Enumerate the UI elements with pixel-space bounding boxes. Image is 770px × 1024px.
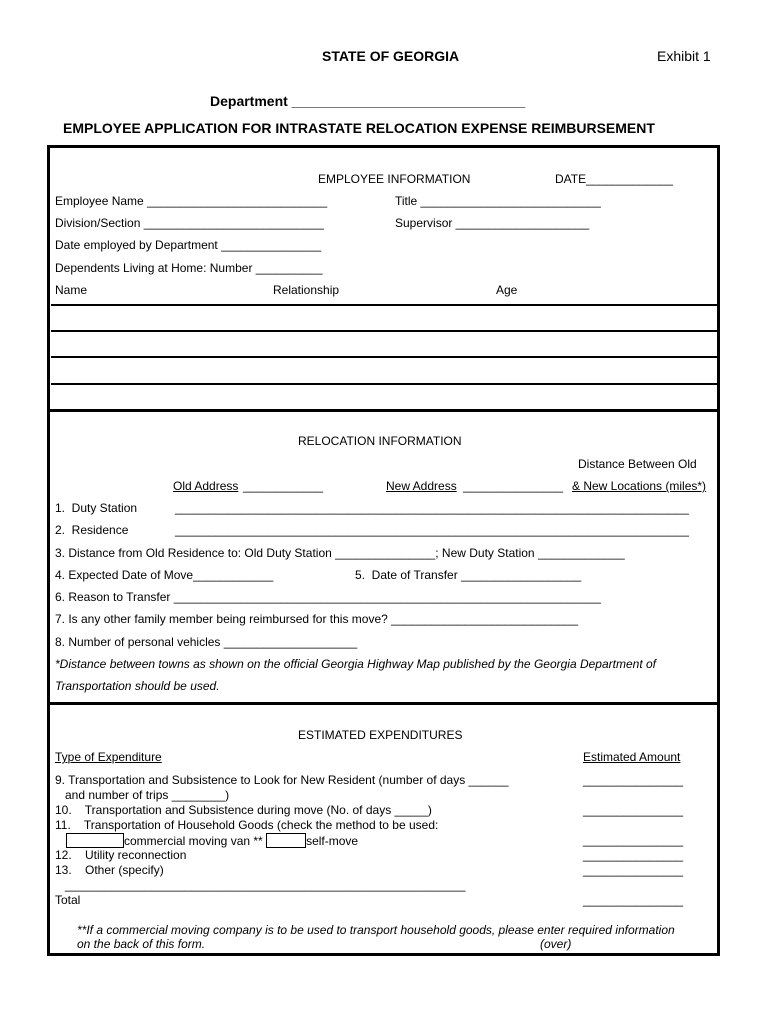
exhibit-label: Exhibit 1 <box>657 48 711 64</box>
item9-line2[interactable]: and number of trips ________) <box>65 788 230 802</box>
division-field[interactable]: Division/Section ___________________________ <box>55 216 324 230</box>
item11-amount[interactable]: _______________ <box>583 833 684 847</box>
distance-note-1: *Distance between towns as shown on the official Georgia Highway Map published by the Georgia Department of <box>55 657 657 671</box>
item9-line1[interactable]: 9. Transportation and Subsistence to Look for New Resident (number of days ______ <box>55 773 509 787</box>
header-underline-2: _______________ <box>463 479 564 493</box>
expenditures-heading: ESTIMATED EXPENDITURES <box>298 728 463 742</box>
distance-header: Distance Between Old <box>578 457 697 471</box>
vehicles-field[interactable]: 8. Number of personal vehicles ____________________ <box>55 635 358 649</box>
residence-line[interactable]: _____________________________________________________________________________ <box>175 523 689 537</box>
dependents-name-header: Name <box>55 283 88 297</box>
date-employed-field[interactable]: Date employed by Department _______________ <box>55 238 322 252</box>
dependent-line-2[interactable] <box>51 330 718 332</box>
transfer-date-field[interactable]: 5. Date of Transfer __________________ <box>355 568 582 582</box>
item13: 13. Other (specify) <box>55 863 164 877</box>
residence-label: 2. Residence <box>55 523 129 537</box>
duty-station-line[interactable]: _____________________________________________________________________________ <box>175 501 689 515</box>
department-field[interactable]: Department ______________________________ <box>210 93 526 109</box>
footnote-line-2: on the back of this form. <box>77 937 206 951</box>
expenditure-type-header: Type of Expenditure <box>55 750 162 764</box>
form-title: EMPLOYEE APPLICATION FOR INTRASTATE RELOCATION EXPENSE REIMBURSEMENT <box>63 120 655 136</box>
commercial-van-label: commercial moving van ** <box>124 834 263 848</box>
distance-note-2: Transportation should be used. <box>55 679 220 693</box>
item10-amount[interactable]: _______________ <box>583 803 684 817</box>
total-label: Total <box>55 893 81 907</box>
employee-name-field[interactable]: Employee Name ___________________________ <box>55 194 328 208</box>
item12-amount[interactable]: _______________ <box>583 848 684 862</box>
dependents-age-header: Age <box>496 283 518 297</box>
state-title: STATE OF GEORGIA <box>322 48 460 64</box>
estimated-amount-header: Estimated Amount <box>583 750 681 764</box>
expected-move-date-field[interactable]: 4. Expected Date of Move____________ <box>55 568 274 582</box>
dependents-field[interactable]: Dependents Living at Home: Number __________ <box>55 261 323 275</box>
item11: 11. Transportation of Household Goods (check the method to be used: <box>55 818 439 832</box>
new-address-header: New Address <box>386 479 457 493</box>
transfer-reason-field[interactable]: 6. Reason to Transfer ________________________________________________________________ <box>55 590 601 604</box>
self-move-checkbox[interactable] <box>266 833 306 848</box>
item13-amount[interactable]: _______________ <box>583 863 684 877</box>
item9-amount[interactable]: _______________ <box>583 773 684 787</box>
date-field[interactable]: DATE_____________ <box>555 172 673 186</box>
dependents-relationship-header: Relationship <box>273 283 340 297</box>
total-amount[interactable]: _______________ <box>583 893 684 907</box>
self-move-label: self-move <box>306 834 359 848</box>
item10[interactable]: 10. Transportation and Subsistence during move (No. of days _____) <box>55 803 432 817</box>
new-locations-header: & New Locations (miles*) <box>572 479 707 493</box>
header-underline-1: ____________ <box>243 479 324 493</box>
other-specify-line[interactable]: ____________________________________________________________ <box>65 878 466 892</box>
dependent-line-3[interactable] <box>51 356 718 358</box>
relocation-info-heading: RELOCATION INFORMATION <box>298 434 462 448</box>
employee-info-heading: EMPLOYEE INFORMATION <box>318 172 471 186</box>
dependent-line-1[interactable] <box>51 304 718 306</box>
duty-station-label: 1. Duty Station <box>55 501 138 515</box>
item12: 12. Utility reconnection <box>55 848 187 862</box>
family-reimbursed-field[interactable]: 7. Is any other family member being reimbursed for this move? ____________________________ <box>55 612 579 626</box>
supervisor-field[interactable]: Supervisor ____________________ <box>395 216 590 230</box>
commercial-van-checkbox[interactable] <box>66 833 124 848</box>
dependent-line-4[interactable] <box>51 383 718 385</box>
title-field[interactable]: Title ___________________________ <box>395 194 601 208</box>
footnote-line-1: **If a commercial moving company is to be used to transport household goods, please enter required information <box>77 923 675 937</box>
distance-field[interactable]: 3. Distance from Old Residence to: Old Duty Station _______________; New Duty Station _____________ <box>55 546 625 560</box>
old-address-header: Old Address <box>173 479 239 493</box>
item11-options <box>66 833 358 848</box>
over-label: (over) <box>540 937 572 951</box>
